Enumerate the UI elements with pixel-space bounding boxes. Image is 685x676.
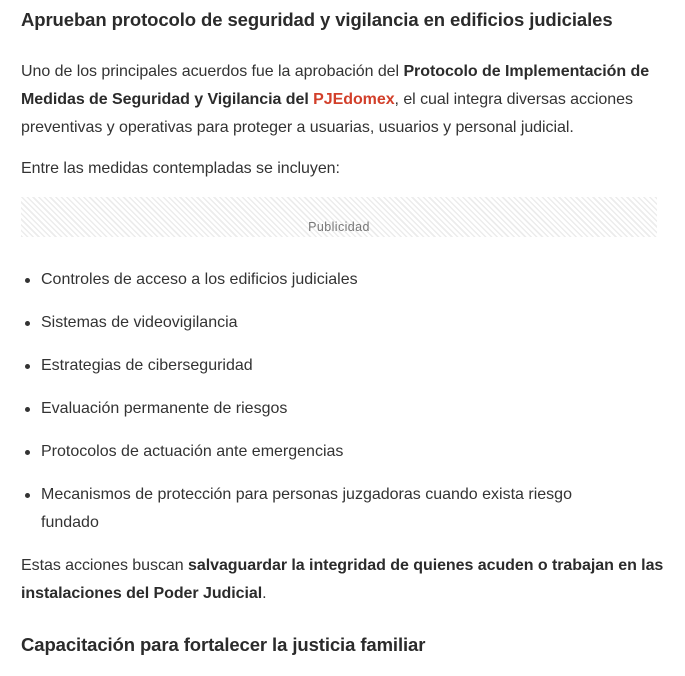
closing-text: Estas acciones buscan (21, 557, 188, 574)
ad-label: Publicidad (308, 220, 370, 234)
list-item: Estrategias de ciberseguridad (41, 352, 664, 380)
measures-list (21, 266, 664, 537)
intro-text: Uno de los principales acuerdos fue la aprobación del (21, 63, 404, 80)
closing-bold: salvaguardar la integridad de quienes acuden o trabajan en las instalaciones del Poder Judicial (21, 557, 664, 602)
list-item: Evaluación permanente de riesgos (41, 395, 664, 423)
list-item: Controles de acceso a los edificios judiciales (41, 266, 664, 294)
list-item: Mecanismos de protección para personas juzgadoras cuando exista riesgo fundado (41, 481, 664, 537)
measures-intro: Entre las medidas contempladas se incluyen: (21, 160, 340, 177)
intro-text-end: , el cual integra diversas acciones preventivas y operativas para proteger a usuarias, usuarios y personal judicial. (21, 91, 633, 136)
ad-placeholder (21, 197, 657, 237)
closing-period: . (262, 585, 267, 602)
list-item: Sistemas de videovigilancia (41, 309, 664, 337)
pjedomex-link[interactable]: PJEdomex (313, 91, 395, 108)
section-heading: Aprueban protocolo de seguridad y vigilancia en edificios judiciales (21, 9, 613, 30)
protocol-name: Protocolo de Implementación de Medidas de Seguridad y Vigilancia del (21, 63, 650, 108)
intro-paragraph (21, 58, 664, 142)
list-item: Protocolos de actuación ante emergencias (41, 438, 664, 466)
section-heading-2: Capacitación para fortalecer la justicia familiar (21, 634, 426, 655)
closing-paragraph (21, 552, 664, 608)
